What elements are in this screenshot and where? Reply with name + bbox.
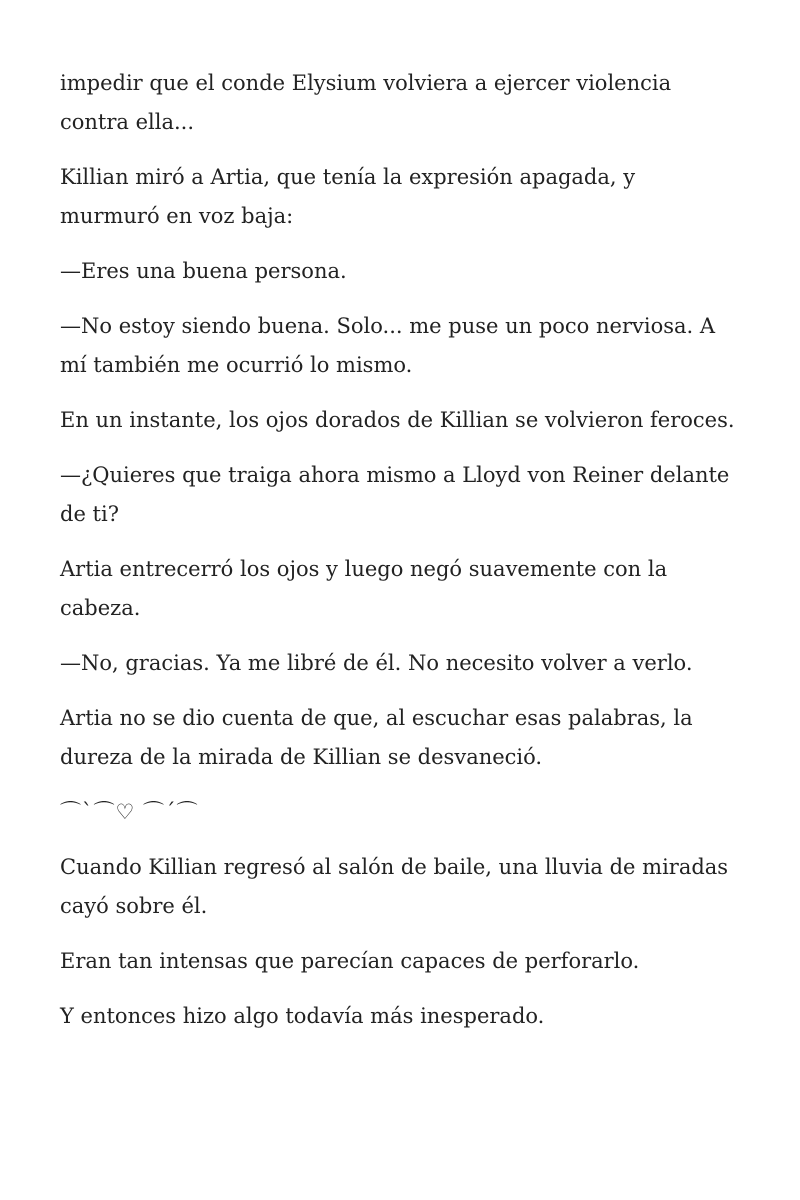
paragraph-2: Killian miró a Artia, que tenía la expresión apagada, y murmuró en voz baja: <box>60 165 636 228</box>
paragraph-9: Artia no se dio cuenta de que, al escuchar esas palabras, la dureza de la mirada de Killian se desvaneció. <box>60 706 693 769</box>
paragraph-12: Y entonces hizo algo todavía más inesperado. <box>60 1004 545 1028</box>
paragraph-5: En un instante, los ojos dorados de Killian se volvieron feroces. <box>60 408 735 432</box>
paragraph-3: —Eres una buena persona. <box>60 259 347 283</box>
paragraph-1: impedir que el conde Elysium volviera a ejercer violencia contra ella... <box>60 71 672 134</box>
paragraph-11: Eran tan intensas que parecían capaces de perforarlo. <box>60 949 640 973</box>
paragraph-4: —No estoy siendo buena. Solo... me puse un poco nerviosa. A mí también me ocurrió lo mismo. <box>60 314 716 377</box>
paragraph-6: —¿Quieres que traiga ahora mismo a Lloyd von Reiner delante de ti? <box>60 463 730 526</box>
paragraph-8: —No, gracias. Ya me libré de él. No necesito volver a verlo. <box>60 651 693 675</box>
scene-break-ornament: ⌒`⌒♡ ⌒´⌒ <box>60 800 199 824</box>
paragraph-7: Artia entrecerró los ojos y luego negó suavemente con la cabeza. <box>60 557 668 620</box>
paragraph-10: Cuando Killian regresó al salón de baile, una lluvia de miradas cayó sobre él. <box>60 855 729 918</box>
